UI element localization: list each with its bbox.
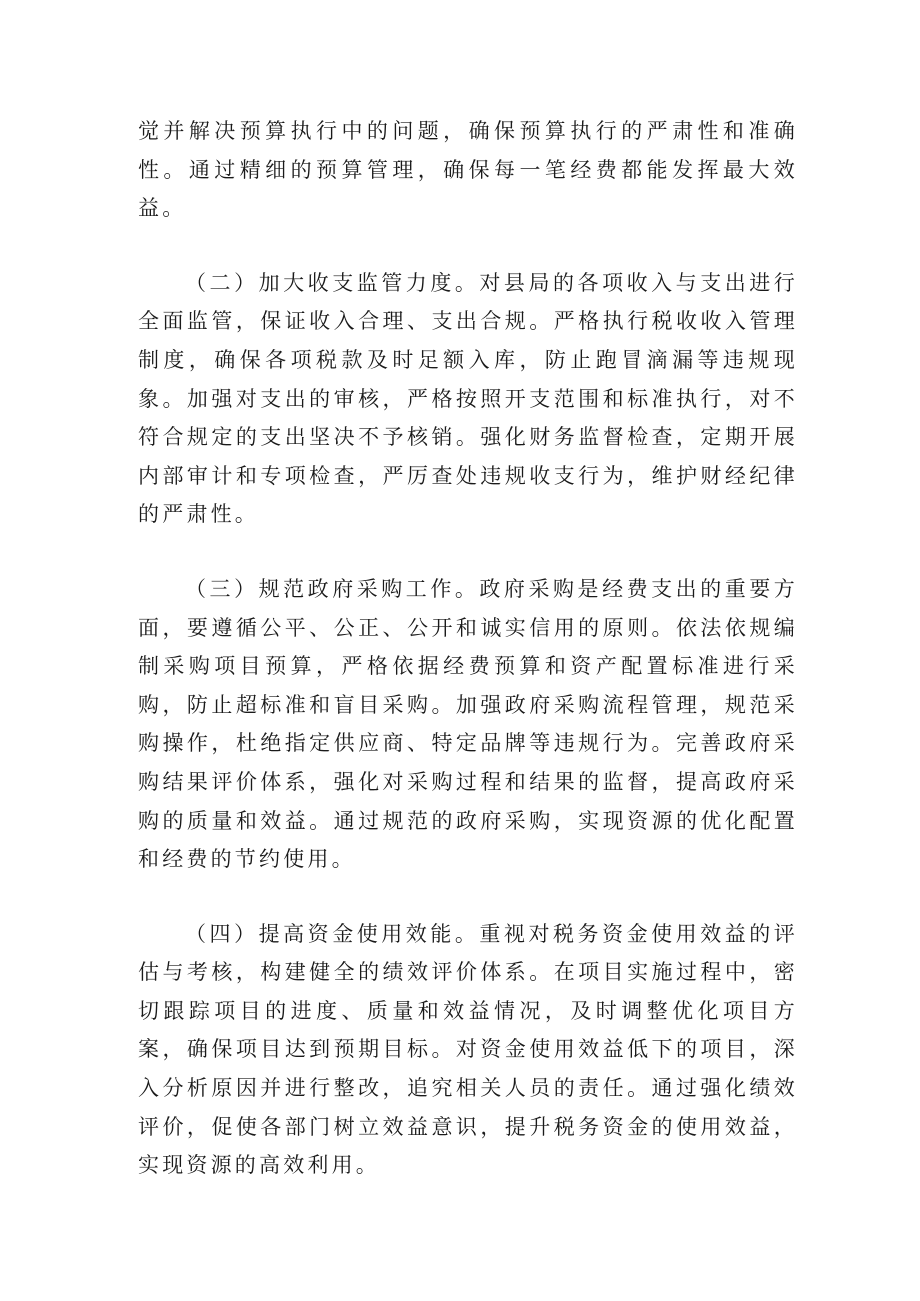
paragraph-section-3: （三）规范政府采购工作。政府采购是经费支出的重要方面，要遵循公平、公正、公开和诚实信用的原则。依法依规编制采购项目预算，严格依据经费预算和资产配置标准进行采购，防止超标准和盲目采购。加强政府采购流程管理，规范采购操作，杜绝指定供应商、特定品牌等违规行为。完善政府采购结果评价体系，强化对采购过程和结果的监督，提高政府采购的质量和效益。通过规范的政府采购，实现资源的优化配置和经费的节约使用。 xyxy=(138,576,798,872)
document-body xyxy=(138,112,798,1185)
paragraph-continuation: 觉并解决预算执行中的问题，确保预算执行的严肃性和准确性。通过精细的预算管理，确保每一笔经费都能发挥最大效益。 xyxy=(138,119,798,221)
paragraph-section-4: （四）提高资金使用效能。重视对税务资金使用效益的评估与考核，构建健全的绩效评价体系。在项目实施过程中，密切跟踪项目的进度、质量和效益情况，及时调整优化项目方案，确保项目达到预期目标。对资金使用效益低下的项目，深入分析原因并进行整改，追究相关人员的责任。通过强化绩效评价，促使各部门树立效益意识，提升税务资金的使用效益，实现资源的高效利用。 xyxy=(138,921,798,1178)
paragraph-section-2: （二）加大收支监管力度。对县局的各项收入与支出进行全面监管，保证收入合理、支出合规。严格执行税收收入管理制度，确保各项税款及时足额入库，防止跑冒滴漏等违规现象。加强对支出的审核，严格按照开支范围和标准执行，对不符合规定的支出坚决不予核销。强化财务监督检查，定期开展内部审计和专项检查，严厉查处违规收支行为，维护财经纪律的严肃性。 xyxy=(138,270,798,527)
